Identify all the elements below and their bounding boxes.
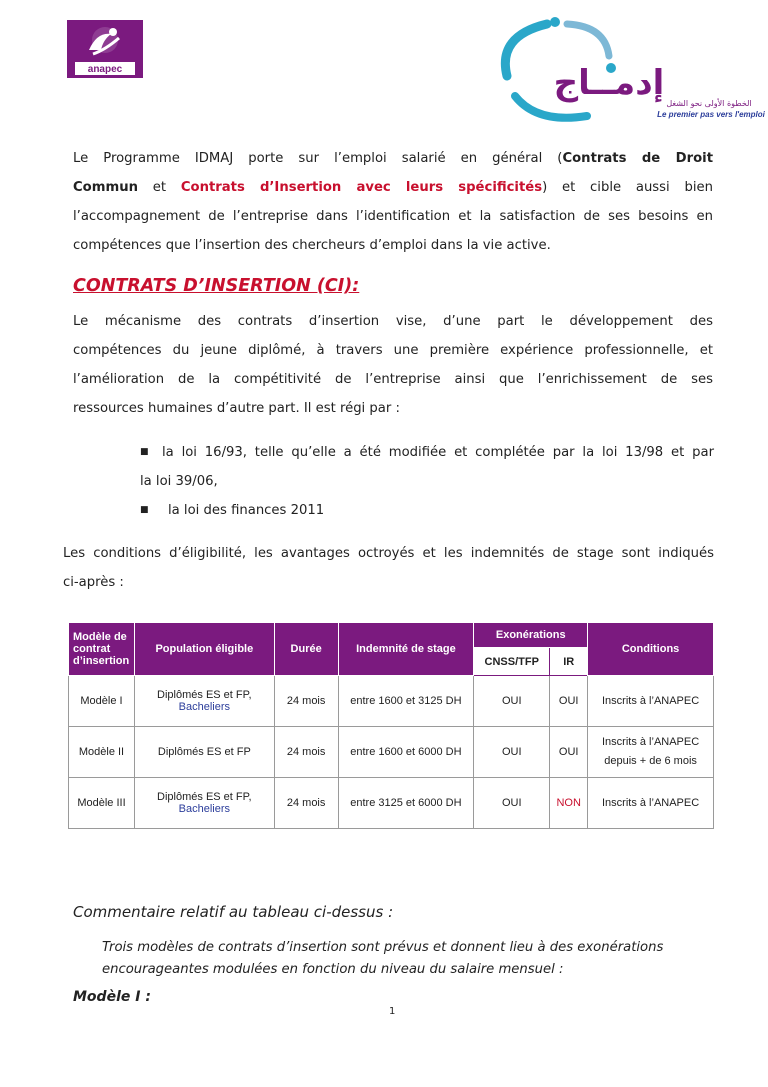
para2-line1: Le mécanisme des contrats d’insertion vise, d’une part le développement des [73, 314, 713, 329]
comment-body [102, 937, 714, 981]
header-population: Population éligible [134, 623, 274, 676]
para2-line2: compétences du jeune diplômé, à travers une première expérience professionnelle, et [73, 343, 713, 358]
cell-modele: Modèle III [69, 778, 135, 829]
cell-modele: Modèle I [69, 676, 135, 727]
cell-ir: OUI [550, 676, 588, 727]
cell-cnss: OUI [474, 676, 550, 727]
cell-cnss: OUI [474, 778, 550, 829]
cell-ir: OUI [550, 727, 588, 778]
intro-line1: Les conditions d’éligibilité, les avantages octroyés et les indemnités de stage sont indiqués [63, 546, 714, 561]
cell-duree: 24 mois [274, 778, 338, 829]
cell-ir: NON [550, 778, 588, 829]
intro-paragraph [73, 144, 713, 260]
table-row [69, 778, 714, 829]
cell-population: Diplômés ES et FP [134, 727, 274, 778]
idmaj-tagline-ar: الخطوة الأولى نحو الشغل [666, 99, 752, 108]
para1-line1: Le Programme IDMAJ porte sur l’emploi salarié en général (Contrats de Droit [73, 151, 713, 166]
cell-indemnite: entre 1600 et 6000 DH [338, 727, 474, 778]
conditions-intro [63, 539, 714, 597]
para2-line4: ressources humaines d’autre part. Il est régi par : [73, 401, 400, 416]
comment-title: Commentaire relatif au tableau ci-dessus : [73, 903, 394, 921]
law-list [140, 438, 714, 525]
cell-duree: 24 mois [274, 676, 338, 727]
list-item [140, 438, 714, 467]
list-item [140, 496, 714, 525]
square-bullet-icon: ■ [140, 505, 149, 515]
section-heading: CONTRATS D’INSERTION (CI): [73, 276, 360, 296]
cell-modele: Modèle II [69, 727, 135, 778]
header-duree: Durée [274, 623, 338, 676]
para1-line4: compétences que l’insertion des chercheurs d’emploi dans la vie active. [73, 238, 551, 253]
header-exonerations: Exonérations [474, 623, 588, 648]
cell-conditions: Inscrits à l’ANAPEC [588, 676, 714, 727]
cell-population: Diplômés ES et FP, Bacheliers [134, 778, 274, 829]
cell-cnss: OUI [474, 727, 550, 778]
cell-indemnite: entre 1600 et 3125 DH [338, 676, 474, 727]
para2-line3: l’amélioration de la compétitivité de l’entreprise ainsi que l’enrichissement de ses [73, 372, 713, 387]
header-conditions: Conditions [588, 623, 714, 676]
cell-indemnite: entre 3125 et 6000 DH [338, 778, 474, 829]
comment-line2: encourageantes modulées en fonction du niveau du salaire mensuel : [102, 962, 564, 977]
modele-heading: Modèle I : [73, 989, 151, 1005]
square-bullet-icon: ■ [140, 447, 149, 457]
header-modele: Modèle de contrat d’insertion [69, 623, 135, 676]
table-row [69, 727, 714, 778]
idmaj-logo [497, 16, 768, 127]
idmaj-arabic-text: إدمــاج [553, 63, 665, 103]
list-item-continuation: la loi 39/06, [140, 474, 218, 489]
anapec-logo-text: anapec [87, 64, 123, 75]
para1-line2: Commun et Contrats d’Insertion avec leurs spécificités) et cible aussi bien [73, 180, 713, 195]
idmaj-tagline-fr: Le premier pas vers l'emploi [657, 110, 765, 119]
header-indemnite: Indemnité de stage [338, 623, 474, 676]
anapec-logo [67, 20, 143, 78]
para1-line3: l’accompagnement de l’entreprise dans l’identification et la satisfaction de ses besoins en [73, 209, 713, 224]
contracts-table [68, 622, 714, 829]
header-cnss: CNSS/TFP [474, 648, 550, 676]
mechanism-paragraph [73, 307, 713, 423]
list-item-text: la loi des finances 2011 [168, 503, 325, 518]
table-row [69, 676, 714, 727]
list-item-text: la loi 16/93, telle qu’elle a été modifiée et complétée par la loi 13/98 et par [162, 445, 714, 460]
cell-duree: 24 mois [274, 727, 338, 778]
cell-conditions: Inscrits à l’ANAPEC depuis + de 6 mois [588, 727, 714, 778]
cell-population: Diplômés ES et FP, Bacheliers [134, 676, 274, 727]
table-header-row [69, 623, 714, 648]
intro-line2: ci-après : [63, 575, 124, 590]
header-ir: IR [550, 648, 588, 676]
page-number: 1 [389, 1006, 396, 1017]
comment-line1: Trois modèles de contrats d’insertion sont prévus et donnent lieu à des exonérations [102, 940, 664, 955]
cell-conditions: Inscrits à l’ANAPEC [588, 778, 714, 829]
